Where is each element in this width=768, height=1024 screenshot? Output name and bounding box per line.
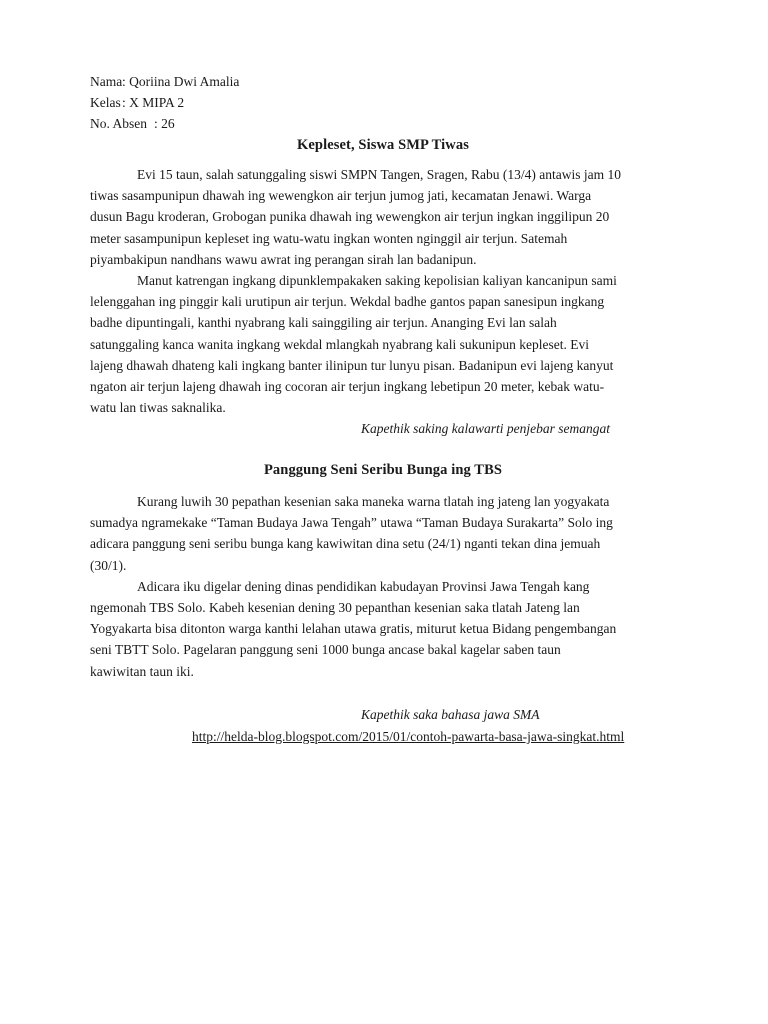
article-1-line: badhe dipuntingali, kanthi nyabrang kali sainggiling air terjun. Ananging Evi lan salah [90,315,557,331]
nama-label: Nama [90,74,123,89]
article-1-line: lelenggahan ing pinggir kali urutipun air terjun. Wekdal badhe gantos papan sanesipun ingkang [90,294,605,310]
article-2-line: Yogyakarta bisa ditonton warga kanthi lelahan utawa gratis, miturut ketua Bidang pengembangan [90,621,617,637]
kelas-value: : X MIPA 2 [122,95,185,110]
article-2-line: (30/1). [90,557,127,573]
article-2-title: Panggung Seni Seribu Bunga ing TBS [263,462,503,478]
article-2-credit: Kapethik saka bahasa jawa SMA [361,707,540,722]
student-info [90,71,239,134]
kelas-row [90,92,239,113]
article-2-line: sumadya ngramekake “Taman Budaya Jawa Tengah” utawa “Taman Budaya Surakarta” Solo ing [90,515,613,531]
article-1-line: lajeng dhawah dhateng kali ingkang banter ilinipun tur lunyu pisan. Badanipun evi lajeng kanyut [90,357,614,373]
article-1-line: dusun Bagu kroderan, Grobogan punika dhawah ing wewengkon air terjun ingkan inggilipun 20 [90,209,610,225]
article-2-body [90,491,680,682]
article-1-line: Manut katrengan ingkang dipunklempakaken saking kepolisian kaliyan kancanipun sami [137,273,617,289]
source-link[interactable]: http://helda-blog.blogspot.com/2015/01/contoh-pawarta-basa-jawa-singkat.html [192,729,625,744]
article-2-line: Adicara iku digelar dening dinas pendidikan kabudayan Provinsi Jawa Tengah kang [137,578,590,594]
kelas-label: Kelas [90,95,121,110]
article-1-line: watu lan tiwas saknalika. [90,400,226,416]
nama-row [90,71,239,92]
article-1-line: Evi 15 taun, salah satunggaling siswi SMPN Tangen, Sragen, Rabu (13/4) antawis jam 10 [137,167,621,182]
article-1-line: ngaton air terjun lajeng dhawah ing cocoran air terjun ingkang lebetipun 20 meter, kebak watu- [90,379,605,395]
absen-label: No. Absen [90,116,147,131]
article-1-line: tiwas sasampunipun dhawah ing wewengkon air terjun jumog jati, kecamatan Jenawi. Warga [90,188,592,204]
absen-value: : 26 [154,116,175,131]
article-2-line: Kurang luwih 30 pepathan kesenian saka maneka warna tlatah ing jateng lan yogyakata [137,494,610,509]
article-1-line: satunggaling kanca wanita ingkang wekdal mlangkah nyabrang kali sukunipun kepleset. Evi [90,336,589,352]
article-1-line: meter sasampunipun kepleset ing watu-watu ingkan wonten nginggil air terjun. Satemah [90,230,568,246]
article-1-credit: Kapethik saking kalawarti penjebar semangat [361,421,610,436]
nama-value: : Qoriina Dwi Amalia [122,74,240,89]
absen-row [90,113,239,134]
article-2-line: seni TBTT Solo. Pagelaran panggung seni 1000 bunga ancase bakal kagelar saben taun [90,642,561,658]
article-2-line: ngemonah TBS Solo. Kabeh kesenian dening 30 pepanthan kesenian saka tlatah Jateng lan [90,600,580,616]
article-2-line: kawiwitan taun iki. [90,663,194,679]
article-1-title: Kepleset, Siswa SMP Tiwas [297,137,469,153]
article-1-line: piyambakipun nandhans wawu awrat ing perangan sirah lan badanipun. [90,251,477,267]
article-2-line: adicara panggung seni seribu bunga kang kawiwitan dina setu (24/1) nganti tekan dina jemuah [90,536,601,552]
article-1-body [90,164,680,418]
